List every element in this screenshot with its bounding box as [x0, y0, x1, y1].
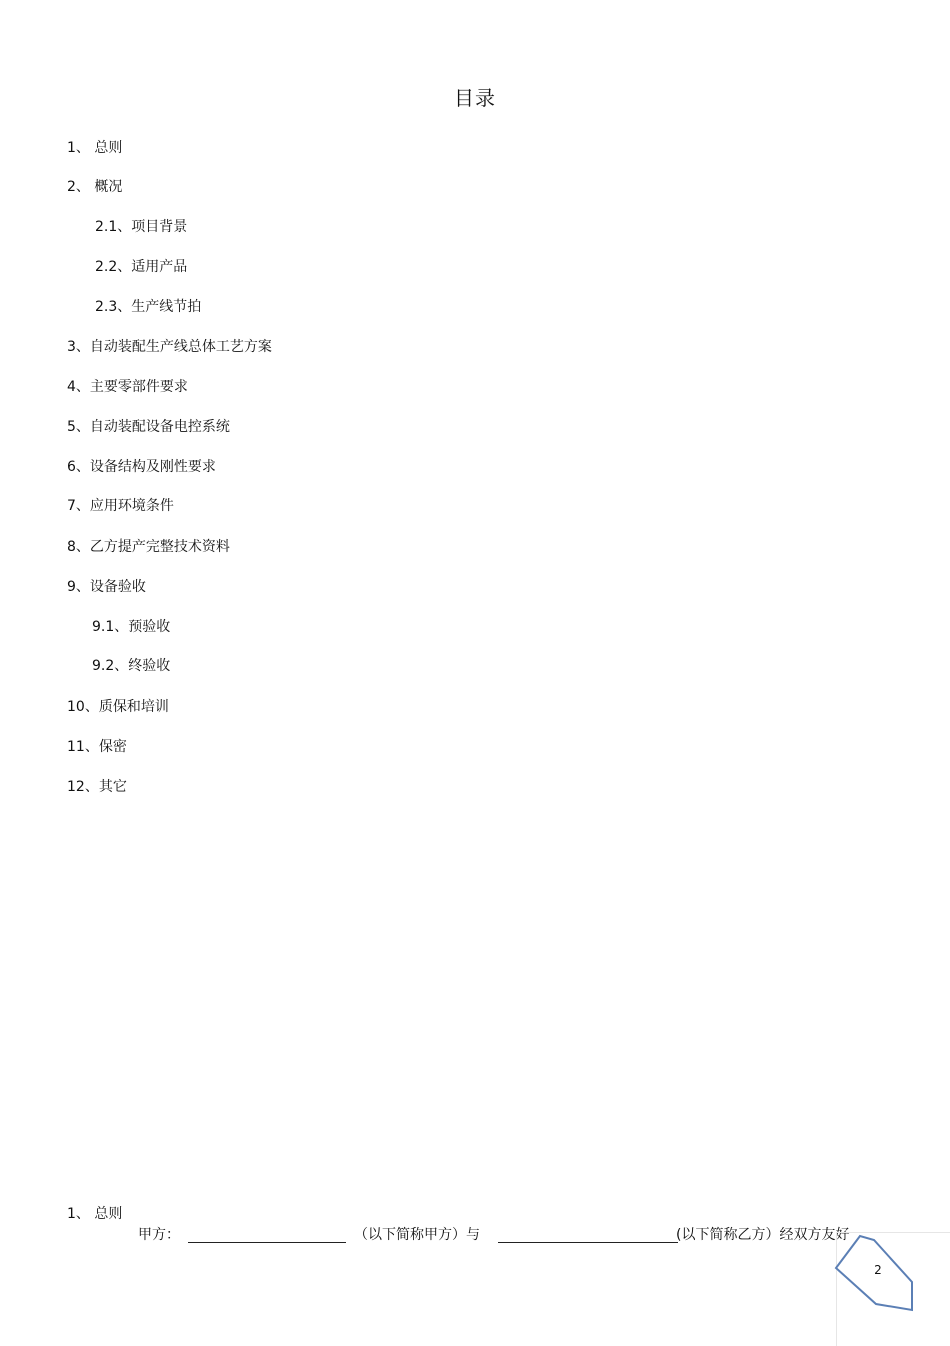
toc-item[interactable]: 11、保密: [67, 739, 127, 755]
toc-item[interactable]: 10、质保和培训: [67, 699, 169, 715]
party-a-label: 甲方：: [138, 1227, 180, 1243]
toc-item[interactable]: 2.2、适用产品: [95, 259, 188, 275]
toc-item[interactable]: 5、自动装配设备电控系统: [67, 419, 230, 435]
toc-item[interactable]: 3、自动装配生产线总体工艺方案: [67, 339, 272, 355]
toc-item[interactable]: 4、主要零部件要求: [67, 379, 188, 395]
toc-item[interactable]: 8、乙方提产完整技术资料: [67, 539, 230, 555]
toc-item[interactable]: 9.1、预验收: [92, 619, 171, 635]
toc-item[interactable]: 2.1、项目背景: [95, 219, 188, 235]
toc-item[interactable]: 2.3、生产线节拍: [95, 299, 202, 315]
toc-item[interactable]: 2、 概况: [67, 179, 123, 195]
toc-item[interactable]: 6、设备结构及刚性要求: [67, 459, 216, 475]
toc-item[interactable]: 1、 总则: [67, 140, 123, 156]
section-heading: 1、 总则: [67, 1206, 123, 1222]
toc-item[interactable]: 12、其它: [67, 779, 127, 795]
page-number: 2: [874, 1263, 882, 1277]
party-b-suffix: (以下简称乙方）经双方友好: [676, 1227, 850, 1243]
toc-item[interactable]: 9、设备验收: [67, 579, 146, 595]
page-title: 目录: [454, 86, 496, 110]
toc-item[interactable]: 7、应用环境条件: [67, 498, 174, 514]
toc-item[interactable]: 9.2、终验收: [92, 658, 171, 674]
party-a-suffix: （以下简称甲方）与: [354, 1227, 480, 1243]
